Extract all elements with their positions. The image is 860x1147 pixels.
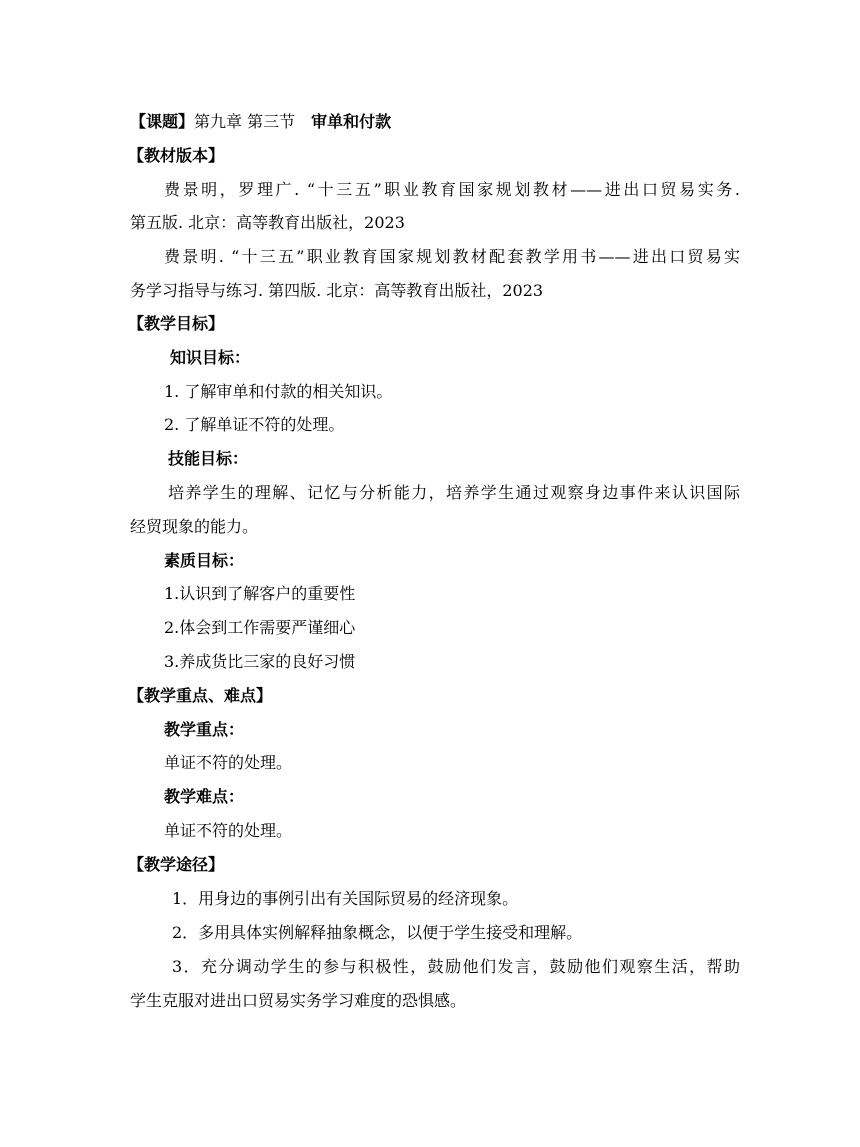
focus-heading: 教学重点： bbox=[164, 720, 245, 739]
approach-heading: 【教学途径】 bbox=[128, 855, 225, 874]
skill-goals-heading: 技能目标： bbox=[168, 449, 249, 468]
skill-goal-line2: 经贸现象的能力。 bbox=[130, 517, 259, 536]
lesson-topic: 审单和付款 bbox=[311, 112, 392, 131]
quality-goals-heading: 素质目标： bbox=[164, 551, 245, 570]
difficulty-heading: 教学难点： bbox=[164, 787, 245, 806]
knowledge-goals-heading: 知识目标： bbox=[170, 348, 251, 367]
lesson-title-label: 【课题】 bbox=[130, 112, 195, 131]
approach-1: 1．用身边的事例引出有关国际贸易的经济现象。 bbox=[172, 889, 519, 908]
keypoints-heading: 【教学重点、难点】 bbox=[128, 686, 273, 705]
approach-2: 2．多用具体实例解释抽象概念，以便于学生接受和理解。 bbox=[172, 923, 583, 942]
knowledge-goal-2: 2. 了解单证不符的处理。 bbox=[164, 415, 345, 434]
quality-goal-3: 3.养成货比三家的良好习惯 bbox=[164, 652, 356, 671]
approach-3-line1: 3．充分调动学生的参与积极性，鼓励他们发言，鼓励他们观察生活，帮助 bbox=[172, 957, 740, 976]
quality-goal-1: 1.认识到了解客户的重要性 bbox=[164, 584, 356, 603]
textbook-citation-1-line1: 费景明，罗理广. “十三五”职业教育国家规划教材——进出口贸易实务. bbox=[164, 180, 740, 199]
focus-text: 单证不符的处理。 bbox=[164, 753, 293, 772]
quality-goal-2: 2.体会到工作需要严谨细心 bbox=[164, 618, 356, 637]
knowledge-goal-1: 1. 了解审单和付款的相关知识。 bbox=[164, 382, 393, 401]
skill-goal-line1: 培养学生的理解、记忆与分析能力，培养学生通过观察身边事件来认识国际 bbox=[168, 483, 740, 502]
textbook-heading: 【教材版本】 bbox=[128, 146, 225, 165]
lesson-chapter: 第九章 第三节 bbox=[194, 112, 296, 131]
textbook-citation-2-line2: 务学习指导与练习. 第四版. 北京：高等教育出版社，2023 bbox=[130, 281, 544, 300]
textbook-citation-1-line2: 第五版. 北京：高等教育出版社，2023 bbox=[130, 213, 405, 232]
goals-heading: 【教学目标】 bbox=[128, 314, 225, 333]
textbook-citation-2-line1: 费景明. “十三五”职业教育国家规划教材配套教学用书——进出口贸易实 bbox=[164, 247, 740, 266]
approach-3-line2: 学生克服对进出口贸易实务学习难度的恐惧感。 bbox=[130, 991, 467, 1010]
lesson-title bbox=[130, 112, 740, 132]
difficulty-text: 单证不符的处理。 bbox=[164, 821, 293, 840]
